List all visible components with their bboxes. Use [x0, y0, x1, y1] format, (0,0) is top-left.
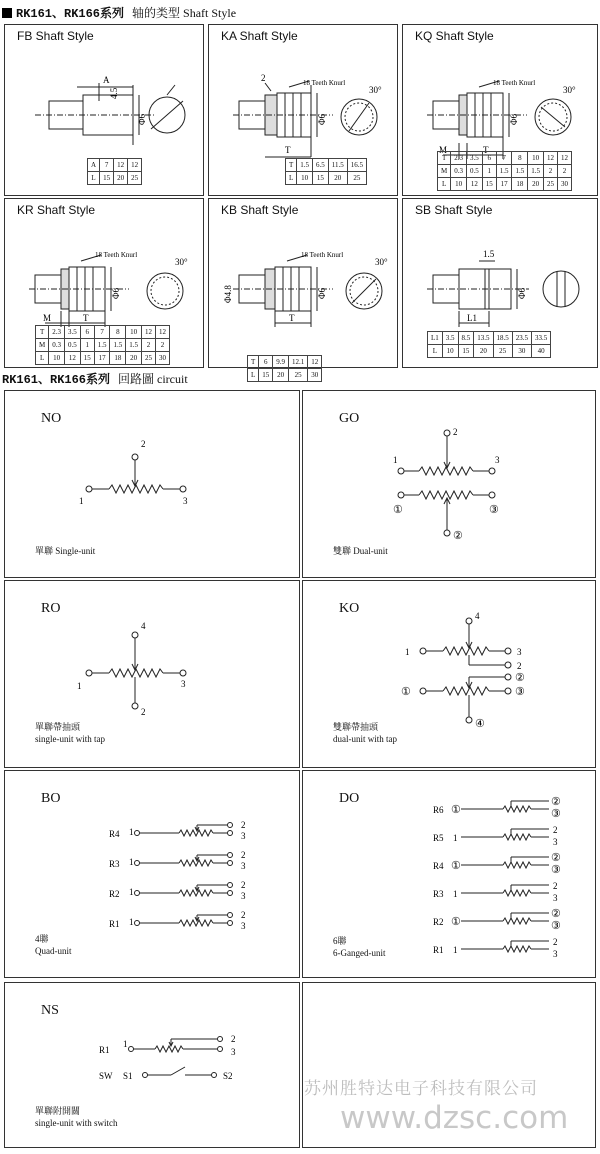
- spec-table: T 2.3 3.5 6 7 8 10 12 12 M 0.3 0.5 1 1.5 1.5 1.5 2 2 L 10 12 15 17 18 20 25 30: [437, 151, 572, 191]
- pin-circled-2-label: ②: [551, 852, 561, 864]
- dim-label-phi6: Φ6: [137, 113, 147, 125]
- caption-en: 6-Ganged-unit: [333, 948, 386, 958]
- pin-circled-2-label: ②: [515, 672, 525, 684]
- angle-label: 30°: [175, 257, 188, 267]
- pin-3-label: 3: [553, 837, 558, 847]
- dim-label-phi6: Φ6: [111, 287, 121, 299]
- circuit-caption: 單聯 Single-unit: [35, 546, 96, 556]
- shaft-cell-sb: [402, 198, 598, 368]
- pin-1-label: 1: [129, 917, 134, 927]
- circuit-title: NO: [41, 411, 62, 426]
- row-label-r2: R2: [109, 889, 120, 899]
- angle-label: 30°: [563, 85, 576, 95]
- watermark-company: 苏州胜特达电子科技有限公司: [304, 1079, 538, 1099]
- s2-label: S2: [223, 1071, 233, 1081]
- pin-4-label: 4: [141, 621, 146, 631]
- pin-2-label: 2: [241, 880, 246, 890]
- shaft-cell-kr: [4, 198, 204, 368]
- shaft-cell-fb: [4, 24, 204, 196]
- dim-label-phi48: Φ4.8: [223, 285, 233, 303]
- pin-3-label: 3: [241, 921, 246, 931]
- knurl-label: 18 Teeth Knurl: [493, 79, 536, 87]
- pin-3-label: 3: [231, 1047, 236, 1057]
- pin-2-label: 2: [231, 1034, 236, 1044]
- pin-1-label: 1: [453, 945, 458, 955]
- pin-3-label: 3: [183, 496, 188, 506]
- row-label-r3: R3: [433, 889, 444, 899]
- row-label-r4: R4: [433, 861, 444, 871]
- dim-label-phi6: Φ6: [317, 287, 327, 299]
- shaft-title: FB Shaft Style: [17, 29, 94, 43]
- circuit-title: DO: [339, 791, 360, 806]
- pin-1-label: 1: [405, 647, 410, 657]
- s1-label: S1: [123, 1071, 133, 1081]
- pin-3-label: 3: [517, 647, 522, 657]
- shaft-title: KR Shaft Style: [17, 203, 96, 217]
- caption-cn: 6聯: [333, 936, 347, 946]
- sw-label: SW: [99, 1071, 113, 1081]
- pin-circled-3-label: ③: [515, 686, 525, 698]
- pin-circled-3-label: ③: [551, 920, 561, 932]
- pin-circled-1-label: ①: [393, 504, 403, 516]
- caption-en: dual-unit with tap: [333, 734, 397, 744]
- caption-cn: 雙聯帶抽頭: [333, 722, 379, 732]
- pin-2-label: 2: [553, 881, 558, 891]
- circuit-panel-go: [302, 390, 596, 578]
- pin-2-label: 2: [553, 937, 558, 947]
- shaft-title: KQ Shaft Style: [415, 29, 494, 43]
- circuit-caption: [333, 721, 397, 745]
- circuit-title: BO: [41, 791, 61, 806]
- pin-2-label: 2: [553, 825, 558, 835]
- pin-1-label: 1: [453, 889, 458, 899]
- dim-label-t: T: [483, 145, 489, 155]
- pin-3-label: 3: [553, 893, 558, 903]
- row-label-r4: R4: [109, 829, 120, 839]
- shaft-title: SB Shaft Style: [415, 203, 493, 217]
- shaft-cell-kq: [402, 24, 598, 196]
- pin-3-label: 3: [495, 455, 500, 465]
- section-subtitle: 轴的类型 Shaft Style: [132, 6, 237, 20]
- pin-2-label: 2: [141, 707, 146, 717]
- circuit-panel-no: [4, 390, 300, 578]
- dim-label-phi6: Φ6: [509, 113, 519, 125]
- pin-1-label: 1: [129, 827, 134, 837]
- dim-label-m: M: [43, 313, 52, 323]
- pin-3-label: 3: [241, 861, 246, 871]
- circuit-panel-bo: [4, 770, 300, 978]
- spec-table: T 6 9.9 12.1 12 L 15 20 25 30: [247, 355, 322, 382]
- knurl-label: 18 Teeth Knurl: [95, 251, 138, 259]
- square-bullet-icon: [2, 8, 12, 18]
- circuit-caption: 雙聯 Dual-unit: [333, 546, 388, 556]
- caption-en: single-unit with tap: [35, 734, 105, 744]
- dim-label-t: T: [285, 145, 291, 155]
- circuit-caption: [35, 1105, 118, 1129]
- circuit-panel-ko: [302, 580, 596, 768]
- dim-label-a: A: [103, 75, 110, 85]
- row-label-r5: R5: [433, 833, 444, 843]
- spec-table: T 2.3 3.5 6 7 8 10 12 12 M 0.3 0.5 1 1.5 1.5 1.5 2 2 L 10 12 15 17 18 20 25 30: [35, 325, 170, 365]
- caption-en: single-unit with switch: [35, 1118, 118, 1128]
- pin-circled-1-label: ①: [451, 860, 461, 872]
- pin-3-label: 3: [241, 891, 246, 901]
- circuit-panel-do: [302, 770, 596, 978]
- pin-1-label: 1: [77, 681, 82, 691]
- series-label: RK161、RK166系列: [2, 373, 111, 387]
- spec-table: A 7 12 12 L 15 20 25: [87, 158, 142, 185]
- caption-cn: 4聯: [35, 934, 49, 944]
- kb-shaft-drawing: [209, 199, 399, 369]
- circuit-title: RO: [41, 601, 61, 616]
- circuit-panel-ro: [4, 580, 300, 768]
- pin-1-label: 1: [393, 455, 398, 465]
- pin-circled-1-label: ①: [451, 916, 461, 928]
- row-label-r2: R2: [433, 917, 444, 927]
- pin-2-label: 2: [517, 661, 522, 671]
- dim-label-2: 2: [261, 73, 266, 83]
- knurl-label: 18 Teeth Knurl: [301, 251, 344, 259]
- pin-1-label: 1: [123, 1039, 128, 1049]
- pin-circled-3-label: ③: [551, 808, 561, 820]
- dim-label-m: M: [439, 145, 448, 155]
- pin-3-label: 3: [553, 949, 558, 959]
- pin-2-label: 2: [241, 910, 246, 920]
- circuit-title: GO: [339, 411, 360, 426]
- dim-label-t: T: [83, 313, 89, 323]
- angle-label: 30°: [369, 85, 382, 95]
- pin-circled-1-label: ①: [451, 804, 461, 816]
- shaft-cell-ka: [208, 24, 398, 196]
- pin-circled-2-label: ②: [453, 530, 463, 542]
- r1-label: R1: [99, 1045, 110, 1055]
- pin-circled-3-label: ③: [551, 864, 561, 876]
- pin-2-label: 2: [241, 820, 246, 830]
- shaft-title: KB Shaft Style: [221, 203, 299, 217]
- watermark-site: www.dzsc.com: [340, 1100, 569, 1136]
- pin-2-label: 2: [241, 850, 246, 860]
- circuit-title: NS: [41, 1003, 59, 1018]
- spec-table: T 1.5 6.5 11.5 16.5 L 10 15 20 25: [285, 158, 367, 185]
- caption-cn: 單聯帶抽頭: [35, 722, 81, 732]
- shaft-title: KA Shaft Style: [221, 29, 298, 43]
- section-subtitle: 回路圖 circuit: [118, 372, 188, 386]
- circuit-caption: [35, 721, 105, 745]
- circuit-caption: [35, 933, 72, 957]
- pin-circled-2-label: ②: [551, 796, 561, 808]
- knurl-label: 18 Teeth Knurl: [303, 79, 346, 87]
- pin-circled-2-label: ②: [551, 908, 561, 920]
- shaft-cell-kb: [208, 198, 398, 379]
- dim-label-45: 4.5: [109, 87, 119, 99]
- dim-label-phi6: Φ6: [317, 113, 327, 125]
- pin-1-label: 1: [453, 833, 458, 843]
- pin-1-label: 1: [129, 887, 134, 897]
- spec-table: L1 3.5 8.5 13.5 18.5 23.5 33.5 L 10 15 20 25 30 40: [427, 331, 551, 358]
- series-label: RK161、RK166系列: [16, 7, 125, 21]
- caption-cn: 單聯附開關: [35, 1106, 81, 1116]
- pin-1-label: 1: [79, 496, 84, 506]
- pin-circled-4-label: ④: [475, 718, 485, 730]
- pin-3-label: 3: [181, 679, 186, 689]
- row-label-r6: R6: [433, 805, 444, 815]
- pin-2-label: 2: [141, 439, 146, 449]
- dim-label-l1: L1: [467, 313, 477, 323]
- pin-1-label: 1: [129, 857, 134, 867]
- circuit-title: KO: [339, 601, 360, 616]
- dim-label-phi6: Φ6: [517, 287, 527, 299]
- circuit-panel-ns: [4, 982, 300, 1148]
- row-label-r3: R3: [109, 859, 120, 869]
- dim-label-15: 1.5: [483, 249, 495, 259]
- angle-label: 30°: [375, 257, 388, 267]
- pin-4-label: 4: [475, 611, 480, 621]
- circuit-caption: [333, 935, 385, 959]
- pin-circled-1-label: ①: [401, 686, 411, 698]
- row-label-r1: R1: [433, 945, 444, 955]
- row-label-r1: R1: [109, 919, 120, 929]
- section-title-circuit: [2, 370, 188, 390]
- pin-2-label: 2: [453, 427, 458, 437]
- caption-en: Quad-unit: [35, 946, 72, 956]
- pin-3-label: 3: [241, 831, 246, 841]
- section-title-shaft: [2, 4, 236, 24]
- dim-label-t: T: [289, 313, 295, 323]
- pin-circled-3-label: ③: [489, 504, 499, 516]
